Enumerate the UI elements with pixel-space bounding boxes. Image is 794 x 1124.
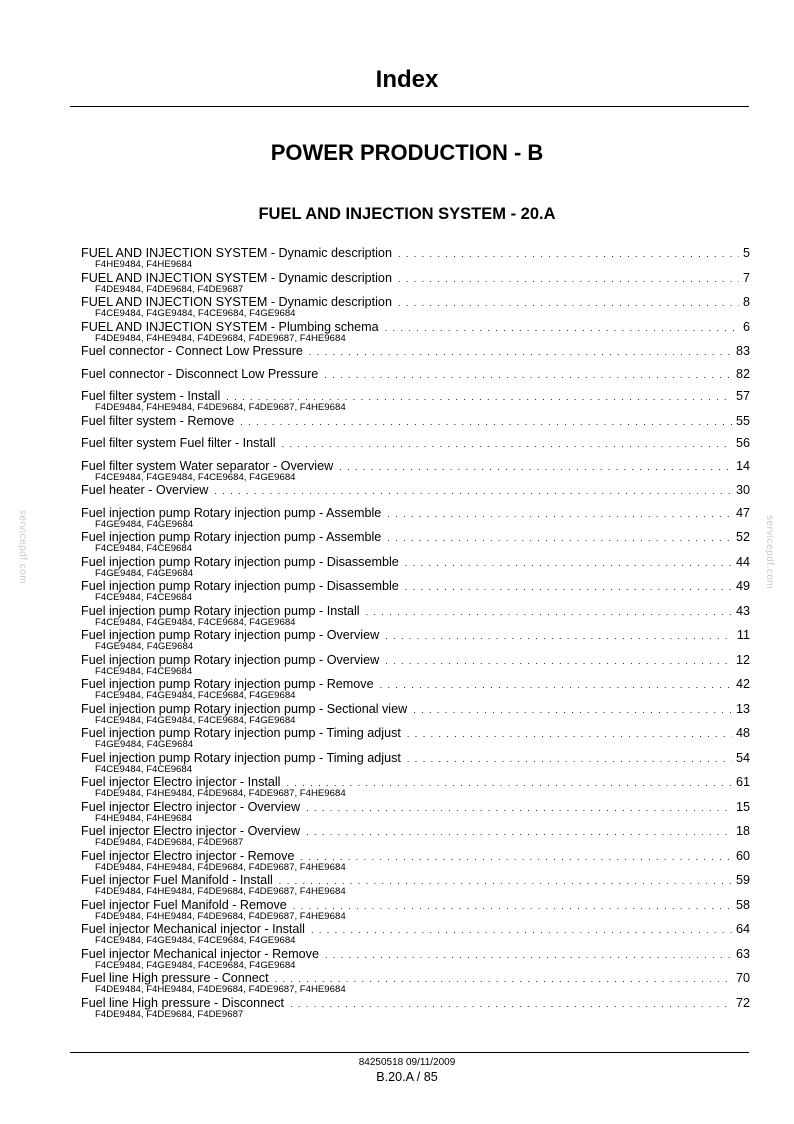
toc-entry-page: 63 bbox=[735, 946, 750, 961]
dot-leader bbox=[293, 898, 732, 913]
toc-entry[interactable] bbox=[81, 800, 750, 825]
dot-leader bbox=[324, 367, 732, 382]
toc-entry-page: 44 bbox=[735, 554, 750, 569]
toc-entry-line bbox=[81, 555, 750, 569]
toc-entry-models: F4CE9484, F4GE9484, F4CE9684, F4GE9684 bbox=[95, 308, 296, 319]
dot-leader bbox=[325, 947, 732, 962]
toc-entry-label: Fuel line High pressure - Connect bbox=[81, 971, 269, 985]
toc-entry-page: 49 bbox=[735, 579, 750, 593]
toc-entry-page: 61 bbox=[735, 775, 750, 789]
toc-entry-models: F4DE9484, F4DE9684, F4DE9687 bbox=[95, 283, 244, 295]
dot-leader bbox=[407, 751, 732, 766]
toc-entry[interactable] bbox=[81, 344, 750, 367]
dot-leader bbox=[385, 320, 739, 335]
dot-leader bbox=[387, 506, 732, 521]
toc-entry-page: 13 bbox=[735, 701, 750, 716]
toc-entry-label: Fuel injection pump Rotary injection pump - Overview bbox=[81, 628, 380, 642]
watermark-left: servicepdf.com bbox=[17, 510, 28, 585]
toc-entry-label: Fuel injection pump Rotary injection pump - Timing adjust bbox=[81, 750, 401, 765]
toc-entry-label: Fuel injection pump Rotary injection pump - Disassemble bbox=[81, 579, 399, 593]
toc-entry-models: F4HE9484, F4HE9684 bbox=[95, 259, 193, 270]
toc-entry-label: Fuel injector Fuel Manifold - Remove bbox=[81, 897, 287, 912]
toc-entry-models: F4CE9484, F4GE9484, F4CE9684, F4GE9684 bbox=[95, 714, 296, 726]
toc-entry-page: 8 bbox=[742, 295, 750, 309]
toc-entry-label: Fuel injection pump Rotary injection pump - Remove bbox=[81, 677, 374, 691]
toc-entry-page: 82 bbox=[735, 366, 750, 381]
toc-entry-line bbox=[81, 367, 750, 381]
toc-entry-page: 57 bbox=[735, 389, 750, 403]
toc-entry-line bbox=[81, 751, 750, 765]
toc-entry[interactable] bbox=[81, 246, 750, 271]
toc-entry-models: F4DE9484, F4HE9484, F4DE9684, F4DE9687, F4HE9684 bbox=[95, 788, 346, 799]
toc-entry-page: 15 bbox=[735, 799, 750, 814]
dot-leader bbox=[366, 604, 732, 619]
toc-entry-label: Fuel injector Electro injector - Remove bbox=[81, 848, 295, 863]
dot-leader bbox=[286, 775, 732, 790]
toc-entry[interactable] bbox=[81, 320, 750, 345]
toc-entry[interactable] bbox=[81, 483, 750, 506]
toc-entry[interactable] bbox=[81, 295, 750, 320]
toc-entry-label: Fuel injection pump Rotary injection pump - Install bbox=[81, 603, 360, 618]
toc-entry-line bbox=[81, 800, 750, 814]
dot-leader bbox=[398, 246, 739, 261]
dot-leader bbox=[214, 483, 732, 498]
toc-entry-line bbox=[81, 947, 750, 961]
toc-entry-page: 5 bbox=[742, 246, 750, 260]
toc-entry-line bbox=[81, 996, 750, 1010]
toc-entry[interactable] bbox=[81, 971, 750, 996]
toc-entry-models: F4CE9484, F4CE9684 bbox=[95, 592, 193, 603]
toc-entry-page: 6 bbox=[742, 319, 750, 334]
toc-entry-line bbox=[81, 506, 750, 520]
toc-entry-page: 30 bbox=[735, 483, 750, 497]
toc-entry-line bbox=[81, 873, 750, 887]
dot-leader bbox=[311, 922, 732, 937]
dot-leader bbox=[240, 414, 732, 429]
toc-entry-line bbox=[81, 971, 750, 985]
toc-entry-page: 52 bbox=[735, 530, 750, 544]
toc-entry-label: Fuel injector Mechanical injector - Remove bbox=[81, 946, 319, 961]
toc-entry-label: Fuel filter system Water separator - Overview bbox=[81, 458, 334, 473]
toc-entry-models: F4DE9484, F4DE9684, F4DE9687 bbox=[95, 1008, 244, 1020]
toc-list bbox=[81, 246, 750, 1020]
toc-entry-line bbox=[81, 702, 750, 716]
dot-leader bbox=[380, 677, 732, 692]
toc-entry-line bbox=[81, 604, 750, 618]
toc-entry[interactable] bbox=[81, 459, 750, 484]
toc-entry-label: Fuel injection pump Rotary injection pump - Assemble bbox=[81, 505, 382, 520]
toc-entry-label: Fuel injection pump Rotary injection pump - Timing adjust bbox=[81, 726, 401, 740]
dot-leader bbox=[387, 530, 732, 545]
dot-leader bbox=[405, 579, 732, 594]
dot-leader bbox=[385, 653, 732, 668]
toc-entry-page: 7 bbox=[742, 270, 750, 285]
toc-entry[interactable] bbox=[81, 530, 750, 555]
toc-entry[interactable] bbox=[81, 653, 750, 678]
toc-entry[interactable] bbox=[81, 436, 750, 459]
entry-spacer bbox=[81, 497, 750, 506]
toc-entry-label: Fuel injection pump Rotary injection pump - Disassemble bbox=[81, 554, 399, 569]
toc-entry-label: FUEL AND INJECTION SYSTEM - Plumbing schema bbox=[81, 319, 379, 334]
toc-entry-models: F4CE9484, F4GE9484, F4CE9684, F4GE9684 bbox=[95, 471, 296, 483]
toc-entry[interactable] bbox=[81, 506, 750, 531]
toc-entry-page: 64 bbox=[735, 922, 750, 936]
toc-entry-label: Fuel injection pump Rotary injection pump - Sectional view bbox=[81, 701, 408, 716]
toc-entry-page: 60 bbox=[735, 848, 750, 863]
toc-entry-models: F4GE9484, F4GE9684 bbox=[95, 641, 194, 652]
entry-spacer bbox=[81, 450, 750, 459]
toc-entry-line bbox=[81, 824, 750, 838]
toc-entry-label: Fuel line High pressure - Disconnect bbox=[81, 995, 284, 1010]
toc-entry-page: 12 bbox=[735, 652, 750, 667]
toc-entry-label: Fuel injector Electro injector - Overview bbox=[81, 824, 301, 838]
entry-spacer bbox=[81, 358, 750, 367]
toc-entry-page: 54 bbox=[735, 750, 750, 765]
toc-entry-label: Fuel connector - Connect Low Pressure bbox=[81, 344, 303, 358]
toc-entry-label: Fuel connector - Disconnect Low Pressure bbox=[81, 366, 319, 381]
toc-entry[interactable] bbox=[81, 996, 750, 1021]
toc-entry-page: 43 bbox=[735, 603, 750, 618]
footer-document-code: 84250518 09/11/2009 bbox=[358, 1057, 456, 1068]
toc-entry-label: Fuel filter system - Remove bbox=[81, 413, 235, 428]
toc-entry-line bbox=[81, 459, 750, 473]
toc-entry-models: F4CE9484, F4GE9484, F4CE9684, F4GE9684 bbox=[95, 616, 296, 628]
toc-entry-label: FUEL AND INJECTION SYSTEM - Dynamic description bbox=[81, 246, 392, 260]
toc-entry-line bbox=[81, 414, 750, 428]
toc-entry[interactable] bbox=[81, 414, 750, 437]
toc-entry-line bbox=[81, 677, 750, 691]
dot-leader bbox=[306, 800, 732, 815]
toc-entry-models: F4HE9484, F4HE9684 bbox=[95, 812, 193, 824]
toc-entry-models: F4CE9484, F4GE9484, F4CE9684, F4GE9684 bbox=[95, 690, 296, 701]
toc-entry[interactable] bbox=[81, 271, 750, 296]
toc-entry-label: Fuel injector Electro injector - Overview bbox=[81, 799, 301, 814]
toc-entry-page: 11 bbox=[736, 628, 750, 642]
toc-entry-line bbox=[81, 653, 750, 667]
toc-entry-models: F4CE9484, F4CE9684 bbox=[95, 763, 193, 775]
toc-entry[interactable] bbox=[81, 947, 750, 972]
toc-entry-page: 55 bbox=[735, 413, 750, 428]
dot-leader bbox=[300, 849, 732, 864]
toc-entry-line bbox=[81, 344, 750, 358]
toc-entry-line bbox=[81, 530, 750, 544]
dot-leader bbox=[398, 295, 739, 310]
toc-entry[interactable] bbox=[81, 702, 750, 727]
toc-entry-line bbox=[81, 628, 750, 642]
toc-entry-line bbox=[81, 726, 750, 740]
toc-entry-models: F4CE9484, F4CE9684 bbox=[95, 665, 193, 677]
toc-entry-models: F4CE9484, F4CE9684 bbox=[95, 543, 193, 554]
dot-leader bbox=[309, 344, 732, 359]
toc-entry[interactable] bbox=[81, 555, 750, 580]
toc-entry[interactable] bbox=[81, 389, 750, 414]
entry-spacer bbox=[81, 428, 750, 437]
toc-entry[interactable] bbox=[81, 922, 750, 947]
dot-leader bbox=[398, 271, 739, 286]
toc-entry-models: F4DE9484, F4HE9484, F4DE9684, F4DE9687, F4HE9684 bbox=[95, 332, 346, 344]
toc-entry[interactable] bbox=[81, 898, 750, 923]
toc-entry-line bbox=[81, 483, 750, 497]
toc-entry-page: 58 bbox=[735, 897, 750, 912]
toc-entry-line bbox=[81, 922, 750, 936]
footer-page-number: B.20.A / 85 bbox=[376, 1070, 438, 1084]
toc-entry-label: Fuel injector Fuel Manifold - Install bbox=[81, 873, 273, 887]
toc-entry[interactable] bbox=[81, 849, 750, 874]
toc-entry[interactable] bbox=[81, 824, 750, 849]
toc-entry-label: Fuel injector Mechanical injector - Install bbox=[81, 922, 305, 936]
toc-entry-label: FUEL AND INJECTION SYSTEM - Dynamic description bbox=[81, 270, 392, 285]
subsection-title: FUEL AND INJECTION SYSTEM - 20.A bbox=[258, 205, 556, 223]
toc-entry-page: 83 bbox=[735, 344, 750, 358]
dot-leader bbox=[413, 702, 732, 717]
footer-divider bbox=[70, 1052, 749, 1053]
dot-leader bbox=[405, 555, 732, 570]
toc-entry-page: 48 bbox=[735, 726, 750, 740]
dot-leader bbox=[339, 459, 732, 474]
toc-entry[interactable] bbox=[81, 873, 750, 898]
toc-entry-models: F4DE9484, F4HE9484, F4DE9684, F4DE9687, F4HE9684 bbox=[95, 861, 346, 873]
toc-entry-models: F4GE9484, F4GE9684 bbox=[95, 518, 194, 530]
dot-leader bbox=[407, 726, 732, 741]
toc-entry-page: 18 bbox=[735, 824, 750, 838]
toc-entry-line bbox=[81, 436, 750, 450]
toc-entry-line bbox=[81, 320, 750, 334]
toc-entry[interactable] bbox=[81, 628, 750, 653]
dot-leader bbox=[282, 436, 732, 451]
toc-entry-models: F4DE9484, F4HE9484, F4DE9684, F4DE9687, F4HE9684 bbox=[95, 402, 346, 413]
dot-leader bbox=[306, 824, 732, 839]
toc-entry-line bbox=[81, 271, 750, 285]
toc-entry-page: 14 bbox=[735, 458, 750, 473]
toc-entry-line bbox=[81, 389, 750, 403]
watermark-right: servicepdf.com bbox=[764, 515, 775, 590]
toc-entry-line bbox=[81, 579, 750, 593]
toc-entry-page: 59 bbox=[735, 873, 750, 887]
toc-entry-models: F4DE9484, F4HE9484, F4DE9684, F4DE9687, F4HE9684 bbox=[95, 984, 346, 995]
toc-entry-line bbox=[81, 775, 750, 789]
toc-entry-models: F4DE9484, F4HE9484, F4DE9684, F4DE9687, F4HE9684 bbox=[95, 910, 346, 922]
toc-entry-label: FUEL AND INJECTION SYSTEM - Dynamic description bbox=[81, 295, 392, 309]
toc-entry[interactable] bbox=[81, 604, 750, 629]
header-divider bbox=[70, 106, 749, 107]
toc-entry-line bbox=[81, 898, 750, 912]
toc-entry-models: F4GE9484, F4GE9684 bbox=[95, 567, 194, 579]
toc-entry-label: Fuel filter system Fuel filter - Install bbox=[81, 436, 276, 450]
toc-entry-models: F4CE9484, F4GE9484, F4CE9684, F4GE9684 bbox=[95, 935, 296, 946]
toc-entry[interactable] bbox=[81, 775, 750, 800]
toc-entry-models: F4GE9484, F4GE9684 bbox=[95, 739, 194, 750]
entry-spacer bbox=[81, 381, 750, 390]
toc-entry[interactable] bbox=[81, 751, 750, 776]
toc-entry[interactable] bbox=[81, 726, 750, 751]
dot-leader bbox=[385, 628, 733, 643]
toc-entry-label: Fuel injector Electro injector - Install bbox=[81, 775, 281, 789]
toc-entry[interactable] bbox=[81, 677, 750, 702]
toc-entry-page: 47 bbox=[735, 505, 750, 520]
toc-entry-models: F4DE9484, F4DE9684, F4DE9687 bbox=[95, 837, 244, 848]
toc-entry-page: 56 bbox=[735, 436, 750, 450]
toc-entry-label: Fuel filter system - Install bbox=[81, 389, 221, 403]
dot-leader bbox=[279, 873, 732, 888]
toc-entry-label: Fuel injection pump Rotary injection pump - Assemble bbox=[81, 530, 382, 544]
toc-entry[interactable] bbox=[81, 579, 750, 604]
toc-entry-models: F4CE9484, F4GE9484, F4CE9684, F4GE9684 bbox=[95, 959, 296, 971]
section-title: POWER PRODUCTION - B bbox=[270, 140, 544, 165]
toc-entry-models: F4DE9484, F4HE9484, F4DE9684, F4DE9687, F4HE9684 bbox=[95, 886, 346, 897]
toc-entry-line bbox=[81, 849, 750, 863]
index-title: Index bbox=[375, 66, 439, 93]
toc-entry-line bbox=[81, 295, 750, 309]
toc-entry-label: Fuel heater - Overview bbox=[81, 483, 209, 497]
toc-entry-page: 72 bbox=[735, 995, 750, 1010]
toc-entry-page: 70 bbox=[735, 971, 750, 985]
toc-entry[interactable] bbox=[81, 367, 750, 390]
toc-entry-label: Fuel injection pump Rotary injection pump - Overview bbox=[81, 652, 380, 667]
dot-leader bbox=[290, 996, 732, 1011]
toc-entry-line bbox=[81, 246, 750, 260]
toc-entry-page: 42 bbox=[735, 677, 750, 691]
